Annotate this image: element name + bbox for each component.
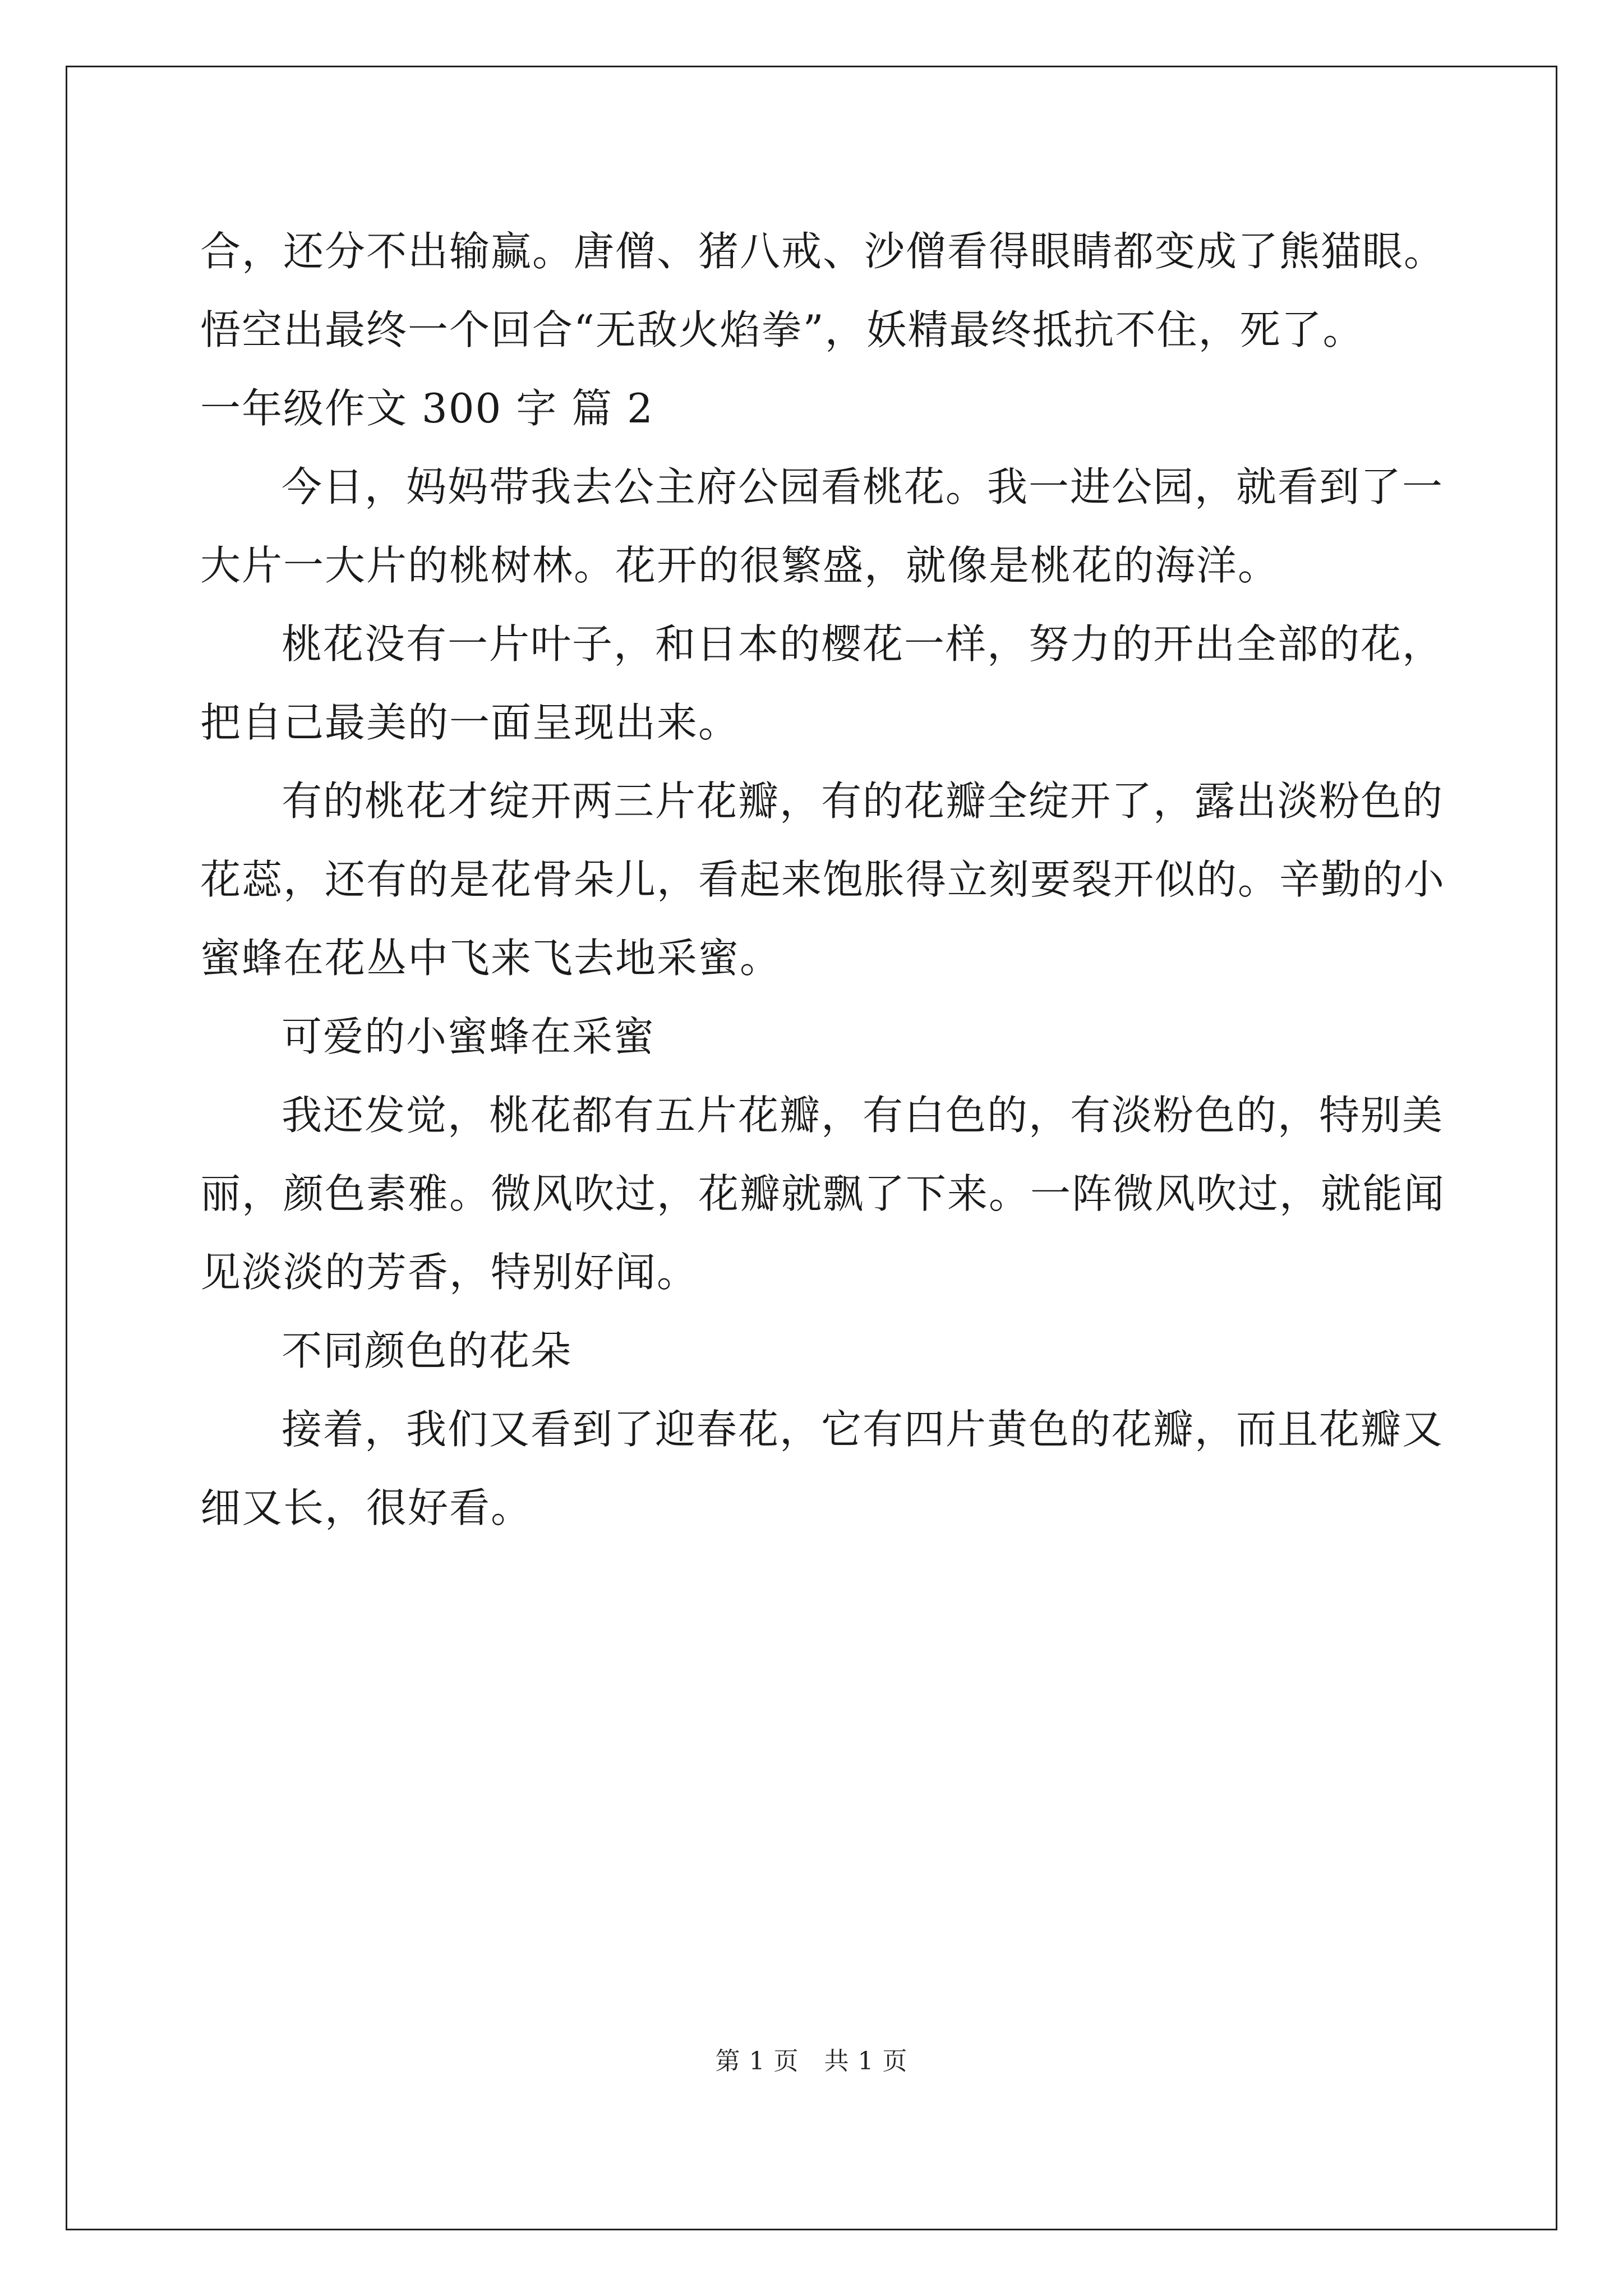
text-line: 合，还分不出输赢。唐僧、猪八戒、沙僧看得眼睛都变成了熊猫眼。 [200,228,1446,275]
text-line: 细又长，很好看。 [200,1484,533,1531]
paragraph-start: 今日，妈妈带我去公主府公园看桃花。我一进公园，就看到了一 [282,463,1444,510]
section-heading: 一年级作文 300 字 篇 2 [200,385,654,432]
paragraph-start: 接着，我们又看到了迎春花，它有四片黄色的花瓣，而且花瓣又 [282,1406,1444,1453]
paragraph-start: 我还发觉，桃花都有五片花瓣，有白色的，有淡粉色的，特别美 [282,1092,1444,1139]
text-line: 蜜蜂在花丛中飞来飞去地采蜜。 [200,935,782,982]
paragraph-start: 有的桃花才绽开两三片花瓣，有的花瓣全绽开了，露出淡粉色的 [282,777,1444,825]
page-number-footer: 第 1 页 共 1 页 [715,2047,908,2076]
text-line: 丽，颜色素雅。微风吹过，花瓣就飘了下来。一阵微风吹过，就能闻 [200,1170,1446,1217]
caption-line: 不同颜色的花朵 [282,1327,573,1374]
text-line: 大片一大片的桃树林。花开的很繁盛，就像是桃花的海洋。 [200,542,1280,589]
text-line: 悟空出最终一个回合“无敌火焰拳”，妖精最终抵抗不住，死了。 [200,306,1364,353]
text-line: 花蕊，还有的是花骨朵儿，看起来饱胀得立刻要裂开似的。辛勤的小 [200,856,1446,903]
paragraph-start: 桃花没有一片叶子，和日本的樱花一样，努力的开出全部的花， [282,620,1444,668]
document-body [200,212,1446,1547]
text-line: 见淡淡的芳香，特别好闻。 [200,1249,699,1296]
text-line: 把自己最美的一面呈现出来。 [200,699,740,746]
caption-line: 可爱的小蜜蜂在采蜜 [282,1013,656,1060]
